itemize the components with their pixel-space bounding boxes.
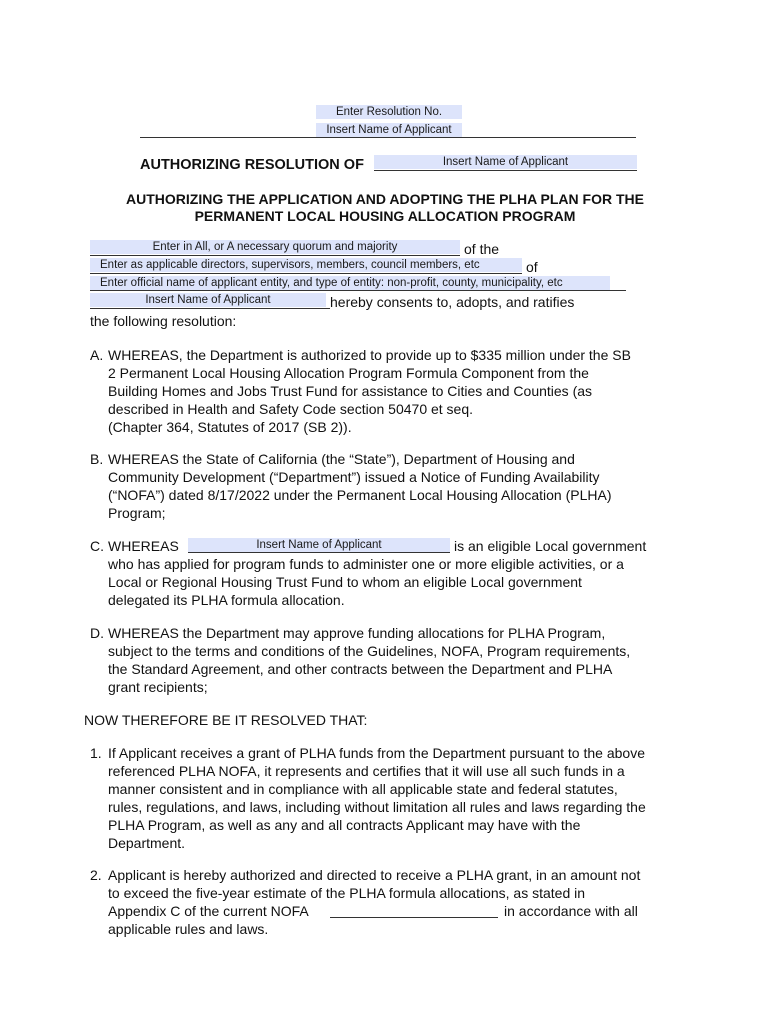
whereas-c-marker: C. [90,538,104,554]
document-title-line2: PERMANENT LOCAL HOUSING ALLOCATION PROGRAM [194,208,576,224]
whereas-d-line: subject to the terms and conditions of the Guidelines, NOFA, Program requirements, [108,643,631,659]
whereas-d-line: grant recipients; [108,679,208,695]
whereas-b-line: Program; [108,505,166,521]
resolved-heading: NOW THEREFORE BE IT RESOLVED THAT: [84,712,368,728]
consents-text: hereby consents to, adopts, and ratifies [330,294,575,310]
whereas-a-marker: A. [90,347,104,363]
whereas-c-start: WHEREAS [108,538,179,554]
resolution-label: AUTHORIZING RESOLUTION OF [140,157,364,173]
resolved-item-2-line3-end: in accordance with all [504,903,638,919]
whereas-d-line: WHEREAS the Department may approve funding allocations for PLHA Program, [108,625,606,641]
directors-underline [90,273,522,274]
of-text: of [526,259,538,275]
resolved-item-1-line: Department. [108,835,186,851]
whereas-c-line: Local or Regional Housing Trust Fund to whom an eligible Local government [108,574,582,590]
resolved-item-1-line: manner consistent and in compliance with all applicable state and federal statutes, [108,781,618,797]
resolved-item-1-line: referenced PLHA NOFA, it represents and certifies that it will use all such funds in a [108,763,625,779]
whereas-d-line: the Standard Agreement, and other contracts between the Department and PLHA [108,661,613,677]
resolved-item-1-line: PLHA Program, as well as any and all contracts Applicant may have with the [108,817,581,833]
resolution-number-field[interactable]: Enter Resolution No. [316,105,462,119]
whereas-d-marker: D. [90,625,104,641]
resolution-applicant-underline [374,170,637,171]
whereas-c-applicant-underline [188,552,450,553]
applicant-name-consent-field[interactable]: Insert Name of Applicant [90,293,326,307]
document-title-line1: AUTHORIZING THE APPLICATION AND ADOPTING THE PLHA PLAN FOR THE [126,191,644,207]
whereas-a-line: 2 Permanent Local Housing Allocation Program Formula Component from the [108,365,589,381]
whereas-c-line: delegated its PLHA formula allocation. [108,592,345,608]
entity-field[interactable]: Enter official name of applicant entity, and type of entity: non-profit, county, municipality, etc [90,276,610,290]
applicant-name-top-underline [140,137,636,138]
whereas-a-line: (Chapter 364, Statutes of 2017 (SB 2)). [108,419,352,435]
following-resolution-text: the following resolution: [90,313,237,329]
resolved-item-1-line: If Applicant receives a grant of PLHA funds from the Department pursuant to the above [108,745,645,761]
consent-applicant-underline [90,308,330,309]
resolved-item-2-marker: 2. [90,867,102,883]
resolved-item-1-line: rules, regulations, and laws, including without limitation all rules and laws regarding the [108,799,646,815]
whereas-b-line: Community Development (“Department”) issued a Notice of Funding Availability [108,469,600,485]
whereas-c-line: who has applied for program funds to administer one or more eligible activities, or a [108,556,624,572]
of-the-text: of the [464,241,500,257]
whereas-c-end: is an eligible Local government [454,538,647,554]
whereas-b-line: WHEREAS the State of California (the “State”), Department of Housing and [108,451,575,467]
whereas-b-marker: B. [90,451,104,467]
resolved-item-2-line4: applicable rules and laws. [108,921,269,937]
whereas-a-line: Building Homes and Jobs Trust Fund for assistance to Cities and Counties (as [108,383,593,399]
quorum-field[interactable]: Enter in All, or A necessary quorum and majority [90,240,460,254]
whereas-a-line: WHEREAS, the Department is authorized to provide up to $335 million under the SB [108,347,631,363]
whereas-a-line: described in Health and Safety Code section 50470 et seq. [108,401,474,417]
quorum-underline [90,255,460,256]
nofa-amount-underline [330,917,498,918]
applicant-name-top-field[interactable]: Insert Name of Applicant [316,123,462,137]
applicant-name-heading-field[interactable]: Insert Name of Applicant [374,155,637,169]
entity-underline [90,290,626,291]
resolved-item-2-line3-start: Appendix C of the current NOFA [108,903,309,919]
resolved-item-2-line: Applicant is hereby authorized and directed to receive a PLHA grant, in an amount not [108,867,641,883]
whereas-b-line: (“NOFA”) dated 8/17/2022 under the Permanent Local Housing Allocation (PLHA) [108,487,612,503]
resolved-item-1-marker: 1. [90,745,102,761]
resolved-item-2-line: to exceed the five-year estimate of the PLHA formula allocations, as stated in [108,885,586,901]
nofa-amount-field[interactable] [330,903,498,917]
directors-field[interactable]: Enter as applicable directors, supervisors, members, council members, etc [90,258,522,272]
applicant-name-c-field[interactable]: Insert Name of Applicant [188,538,450,552]
